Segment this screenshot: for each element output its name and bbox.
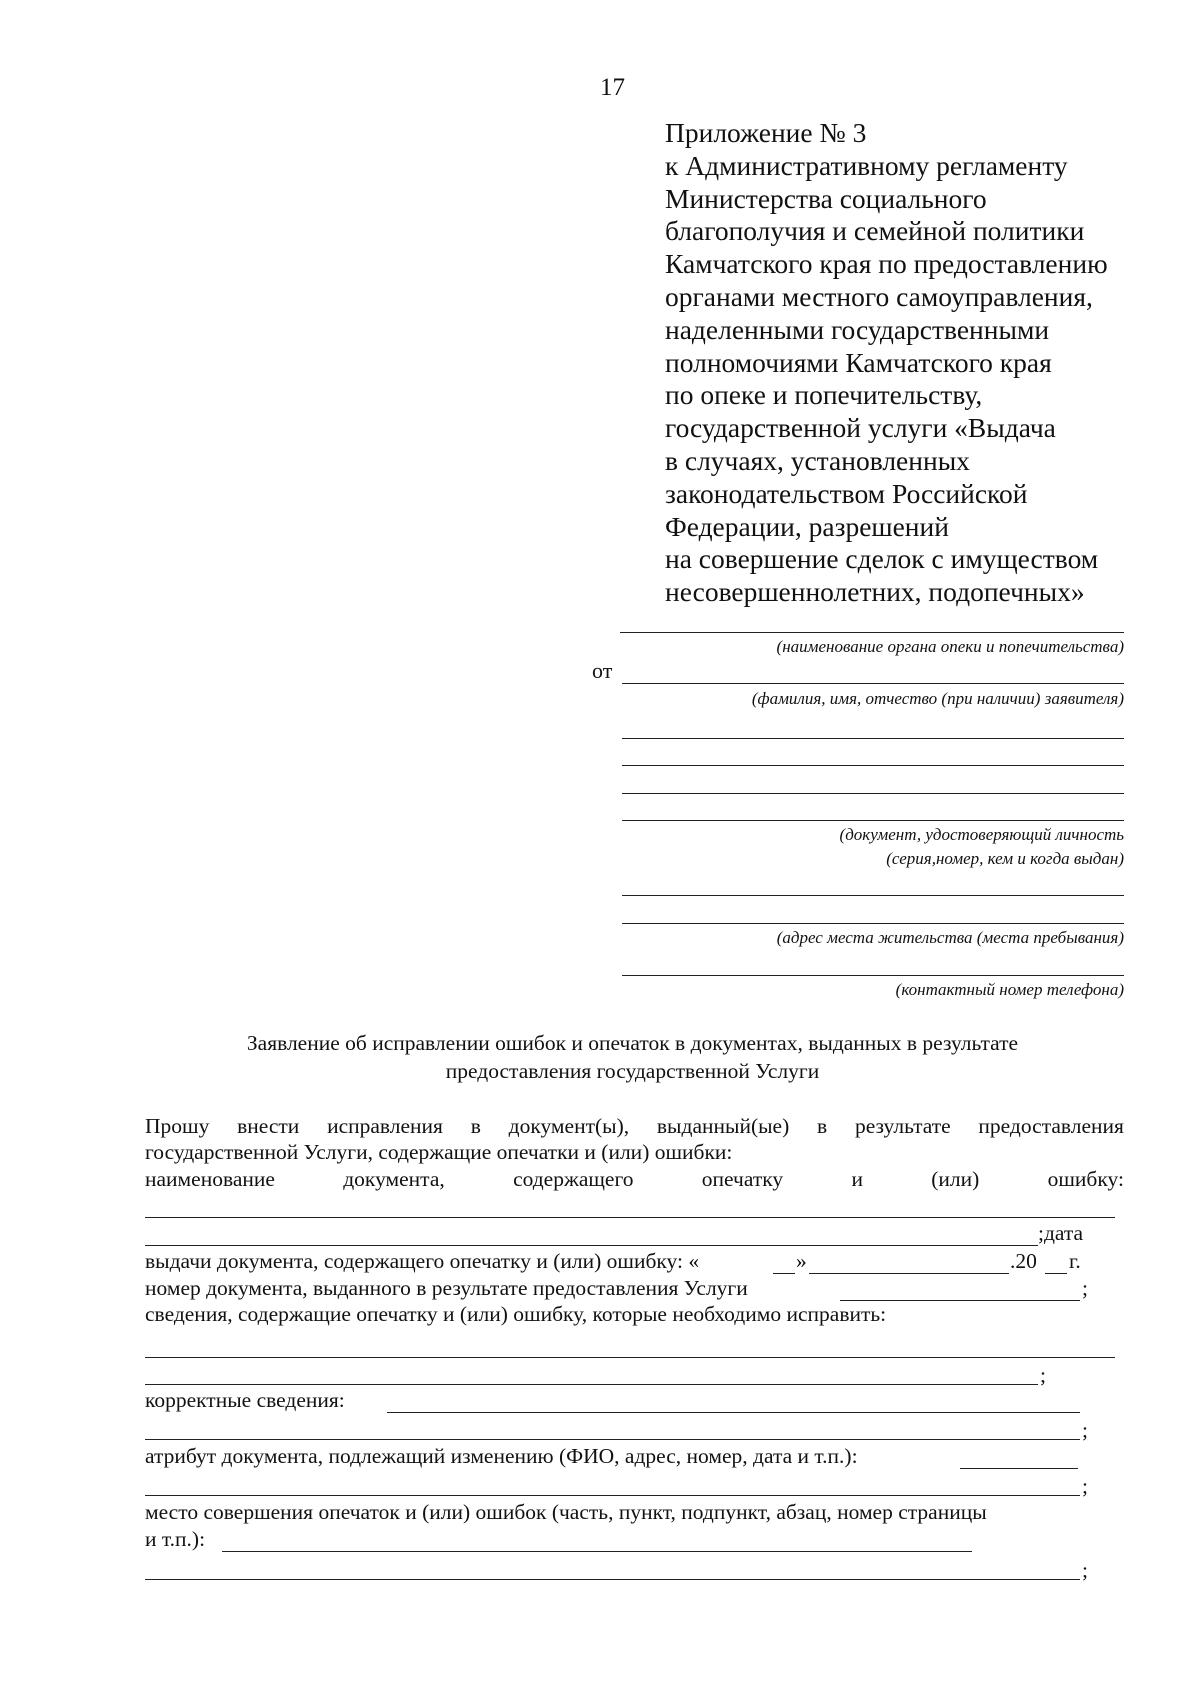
attribute-label: атрибут документа, подлежащий изменению (ФИО, адрес, номер, дата и т.п.): — [145, 1444, 858, 1468]
word: исправления — [327, 1114, 443, 1138]
issue-date-label: выдачи документа, содержащего опечатку и (или) ошибку: « — [145, 1249, 700, 1273]
correct-info-line[interactable] — [145, 1439, 1080, 1440]
error-place-field[interactable] — [222, 1551, 972, 1552]
appendix-line: наделенными государственными — [665, 313, 1050, 345]
appendix-line: Федерации, разрешений — [665, 510, 949, 542]
correct-info-label: корректные сведения: — [145, 1388, 345, 1412]
appendix-line: полномочиями Камчатского края — [665, 346, 1052, 378]
appendix-line: на совершение сделок с имуществом — [665, 543, 1099, 575]
word: в — [817, 1114, 828, 1138]
word: предоставления — [978, 1114, 1124, 1138]
from-label: от — [592, 658, 613, 683]
issue-date-quote-close: » — [796, 1249, 807, 1273]
word: внести — [237, 1114, 300, 1138]
semicolon: ; — [1082, 1418, 1088, 1442]
applicant-caption: (фамилия, имя, отчество (при наличии) заявителя) — [751, 689, 1124, 708]
document-name-line[interactable] — [145, 1217, 1115, 1218]
address-line[interactable] — [622, 895, 1124, 896]
appendix-line: органами местного самоуправления, — [665, 280, 1093, 312]
date-suffix: ;дата — [1038, 1221, 1084, 1245]
word: документ(ы), — [508, 1114, 630, 1138]
issue-day-field[interactable] — [773, 1273, 795, 1274]
applicant-extra-line[interactable] — [622, 738, 1124, 739]
error-info-line[interactable] — [145, 1357, 1115, 1358]
request-paragraph-line: государственной Услуги, содержащие опечатки и (или) ошибки: — [145, 1140, 733, 1164]
word: и — [851, 1167, 863, 1191]
appendix-line: Приложение № 3 — [665, 117, 867, 148]
id-document-line[interactable] — [622, 793, 1124, 794]
title-line: предоставления государственной Услуги — [445, 1059, 820, 1083]
error-info-line[interactable] — [145, 1384, 1038, 1385]
appendix-line: по опеке и попечительству, — [665, 379, 983, 411]
id-document-line[interactable] — [622, 820, 1124, 821]
word: ошибку: — [1047, 1167, 1124, 1191]
semicolon: ; — [1082, 1558, 1088, 1582]
appendix-line: благополучия и семейной политики — [665, 215, 1085, 247]
address-line[interactable] — [622, 923, 1124, 924]
issue-year-field[interactable] — [1045, 1273, 1067, 1274]
title-line: Заявление об исправлении ошибок и опечаток в документах, выданных в результате — [246, 1031, 1019, 1055]
authority-field-line[interactable] — [620, 632, 1124, 633]
correct-info-field[interactable] — [387, 1412, 1080, 1413]
appendix-line: Камчатского края по предоставлению — [665, 248, 1108, 280]
issue-date-g: г. — [1069, 1249, 1081, 1273]
error-place-label: место совершения опечаток и (или) ошибок (часть, пункт, подпункт, абзац, номер страницы — [145, 1500, 987, 1524]
word: документа, — [343, 1167, 445, 1191]
id-document-caption: (документ, удостоверяющий личность — [839, 825, 1124, 844]
doc-number-field[interactable] — [840, 1300, 1080, 1301]
word: содержащего — [513, 1167, 634, 1191]
doc-number-label: номер документа, выданного в результате предоставления Услуги — [145, 1276, 748, 1300]
word: опечатку — [701, 1167, 784, 1191]
issue-month-field[interactable] — [809, 1273, 1009, 1274]
document-name-label — [145, 1167, 1124, 1192]
address-caption: (адрес места жительства (места пребывания) — [776, 928, 1124, 947]
semicolon: ; — [1040, 1363, 1046, 1387]
semicolon: ; — [1082, 1474, 1088, 1498]
request-paragraph-line — [145, 1114, 1124, 1139]
phone-line[interactable] — [622, 975, 1124, 976]
document-name-line[interactable] — [145, 1245, 1038, 1246]
page-number: 17 — [600, 74, 625, 101]
word: Прошу — [145, 1114, 210, 1138]
phone-caption: (контактный номер телефона) — [895, 980, 1124, 999]
attribute-line[interactable] — [145, 1495, 1080, 1496]
error-place-label: и т.п.): — [145, 1527, 206, 1551]
issue-date-year: .20 — [1010, 1249, 1037, 1273]
appendix-line: к Административному регламенту — [665, 149, 1068, 181]
id-document-caption: (серия,номер, кем и когда выдан) — [886, 849, 1124, 868]
statement-title — [0, 1029, 1200, 1085]
appendix-line: государственной услуги «Выдача — [665, 412, 1056, 444]
word: выданный(ые) — [656, 1114, 790, 1138]
appendix-line: в случаях, установленных — [665, 444, 970, 476]
appendix-line: законодательством Российской — [665, 477, 1028, 509]
applicant-name-line[interactable] — [622, 683, 1124, 684]
semicolon: ; — [1082, 1276, 1088, 1300]
word: результате — [854, 1114, 951, 1138]
attribute-field[interactable] — [960, 1468, 1078, 1469]
word: в — [470, 1114, 481, 1138]
appendix-line: несовершеннолетних, подопечных» — [665, 576, 1085, 608]
word: наименование — [145, 1167, 275, 1191]
appendix-line: Министерства социального — [665, 182, 987, 214]
id-document-line[interactable] — [622, 765, 1124, 766]
word: (или) — [931, 1167, 980, 1191]
error-place-line[interactable] — [145, 1579, 1080, 1580]
authority-caption: (наименование органа опеки и попечительства) — [776, 637, 1124, 656]
appendix-block — [665, 117, 1108, 609]
error-info-label: сведения, содержащие опечатку и (или) ошибку, которые необходимо исправить: — [145, 1302, 887, 1326]
